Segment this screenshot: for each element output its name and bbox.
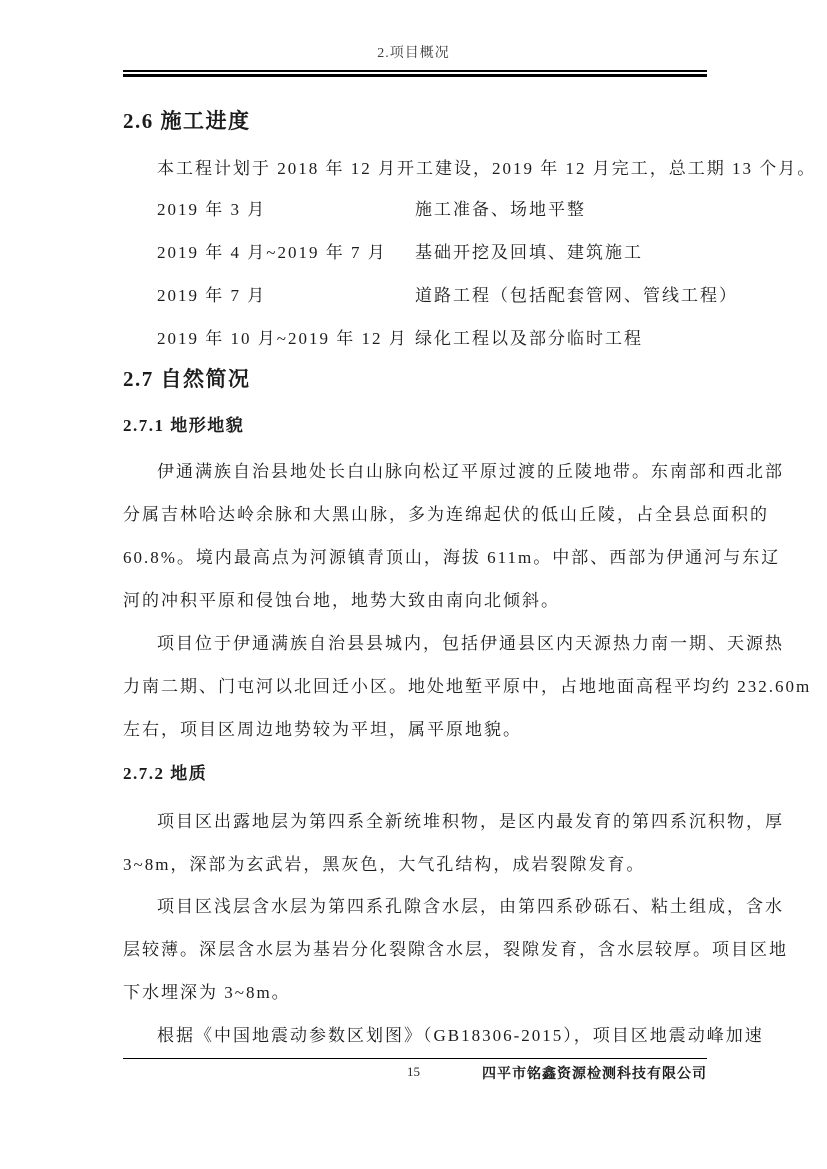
paragraph: [123, 885, 788, 1014]
schedule-task: 道路工程（包括配套管网、管线工程）: [415, 286, 738, 305]
paragraph-line: 层较薄。深层含水层为基岩分化裂隙含水层，裂隙发育，含水层较厚。项目区地: [123, 940, 788, 959]
schedule-task: 绿化工程以及部分临时工程: [415, 329, 643, 348]
paragraph-line: 本工程计划于 2018 年 12 月开工建设，2019 年 12 月完工，总工期 13 个月。: [157, 159, 817, 178]
paragraph-line: 河的冲积平原和侵蚀台地，地势大致由南向北倾斜。: [123, 591, 560, 610]
paragraph-line: 分属吉林哈达岭余脉和大黑山脉，多为连绵起伏的低山丘陵，占全县总面积的: [123, 505, 769, 524]
section-heading-2-6: 2.6 施工进度: [123, 109, 251, 133]
schedule-period: 2019 年 7 月: [157, 286, 267, 305]
paragraph-line: 3~8m，深部为玄武岩，黑灰色，大气孔结构，成岩裂隙发育。: [123, 855, 646, 874]
paragraph-line: 下水埋深为 3~8m。: [123, 983, 291, 1002]
schedule-period: 2019 年 10 月~2019 年 12 月: [157, 329, 408, 348]
paragraph-line: 伊通满族自治县地处长白山脉向松辽平原过渡的丘陵地带。东南部和西北部: [157, 462, 784, 481]
page-number: 15: [407, 1064, 420, 1079]
schedule-row: [123, 231, 707, 274]
section-heading-2-7: 2.7 自然简况: [123, 367, 251, 391]
schedule-row: [123, 274, 738, 317]
schedule-period: 2019 年 4 月~2019 年 7 月: [157, 243, 387, 262]
paragraph-line: 左右，项目区周边地势较为平坦，属平原地貌。: [123, 720, 522, 739]
construction-schedule: [123, 188, 738, 360]
footer-rule: [123, 1058, 707, 1059]
paragraph: [123, 800, 784, 886]
paragraph: [123, 1014, 764, 1057]
paragraph: [123, 622, 812, 751]
section-heading-2-7-2: 2.7.2 地质: [123, 764, 208, 783]
paragraph: [123, 450, 784, 622]
running-header-title: 2.项目概况: [377, 46, 450, 61]
header-rule: [123, 70, 707, 77]
paragraph-line: 力南二期、门屯河以北回迁小区。地处地堑平原中，占地地面高程平均约 232.60m: [123, 677, 812, 696]
section-heading-2-7-1: 2.7.1 地形地貌: [123, 416, 245, 435]
paragraph-line: 60.8%。境内最高点为河源镇青顶山，海拔 611m。中部、西部为伊通河与东辽: [123, 548, 781, 567]
paragraph-line: 项目区浅层含水层为第四系孔隙含水层，由第四系砂砾石、粘土组成，含水: [157, 897, 784, 916]
paragraph-line: 项目位于伊通满族自治县县城内，包括伊通县区内天源热力南一期、天源热: [157, 634, 784, 653]
schedule-row: [123, 188, 707, 231]
schedule-row: [123, 317, 707, 360]
paragraph-line: 根据《中国地震动参数区划图》（GB18306-2015），项目区地震动峰加速: [157, 1026, 764, 1045]
footer-company-name: 四平市铭鑫资源检测科技有限公司: [482, 1067, 707, 1082]
schedule-task: 基础开挖及回填、建筑施工: [415, 243, 643, 262]
schedule-period: 2019 年 3 月: [157, 200, 267, 219]
paragraph-line: 项目区出露地层为第四系全新统堆积物，是区内最发育的第四系沉积物，厚: [157, 812, 784, 831]
schedule-task: 施工准备、场地平整: [415, 200, 586, 219]
